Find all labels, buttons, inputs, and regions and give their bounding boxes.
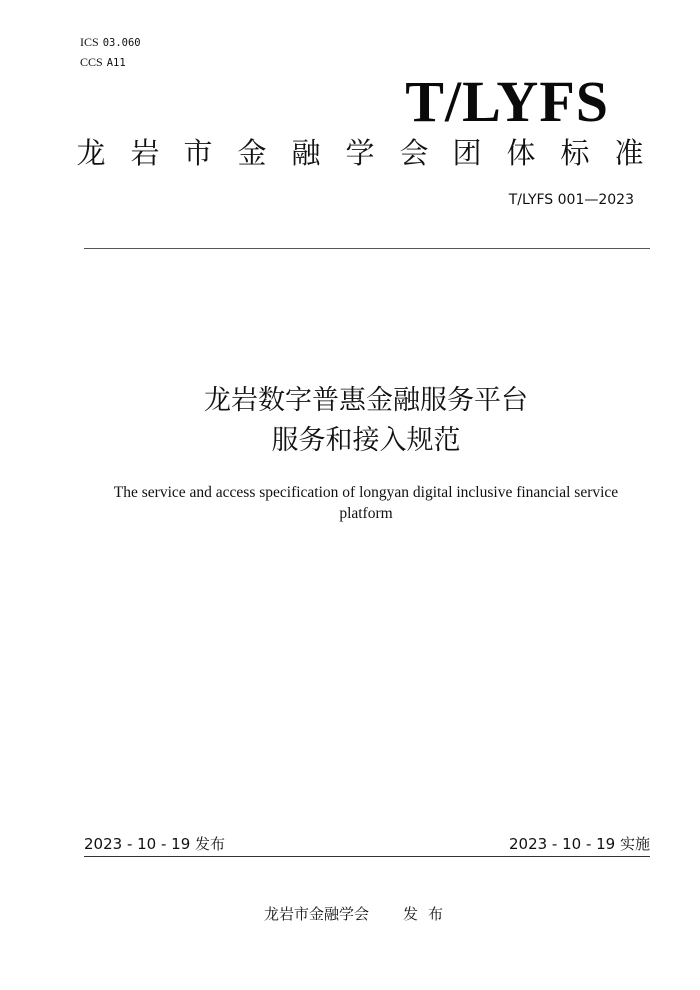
org-title-char: 体 <box>506 136 536 170</box>
org-title-char: 团 <box>452 136 482 170</box>
title-chinese-line-1: 龙岩数字普惠金融服务平台 <box>204 385 528 416</box>
classification-codes <box>80 33 141 73</box>
ccs-row <box>80 53 141 73</box>
ics-row <box>80 33 141 53</box>
title-chinese-line-2: 服务和接入规范 <box>271 425 461 456</box>
title-english: The service and access specification of longyan digital inclusive financial service platform <box>113 484 619 522</box>
publisher-name: 龙岩市金融学会 <box>264 905 370 923</box>
org-title-char: 龙 <box>76 136 106 170</box>
ics-value: 03.060 <box>102 37 141 49</box>
ccs-value: A11 <box>106 57 126 69</box>
org-title-char: 会 <box>399 136 429 170</box>
implementation-date: 2023 - 10 - 19 实施 <box>508 835 650 853</box>
org-title-char: 市 <box>183 136 213 170</box>
org-title-char: 融 <box>291 136 321 170</box>
issue-date: 2023 - 10 - 19 发布 <box>84 835 226 853</box>
standard-number: T/LYFS 001—2023 <box>508 192 634 208</box>
publisher-line <box>264 904 453 924</box>
ccs-label: CCS <box>80 55 103 69</box>
org-title-char: 岩 <box>130 136 160 170</box>
header-divider <box>84 248 650 249</box>
footer-divider <box>84 856 650 857</box>
org-title-char: 金 <box>237 136 267 170</box>
publish-verb: 发布 <box>403 905 454 923</box>
org-title-char: 准 <box>614 136 644 170</box>
standard-logo: T/LYFS <box>405 69 609 134</box>
org-title-char: 学 <box>345 136 375 170</box>
ics-label: ICS <box>80 35 99 49</box>
org-title-char: 标 <box>560 136 590 170</box>
